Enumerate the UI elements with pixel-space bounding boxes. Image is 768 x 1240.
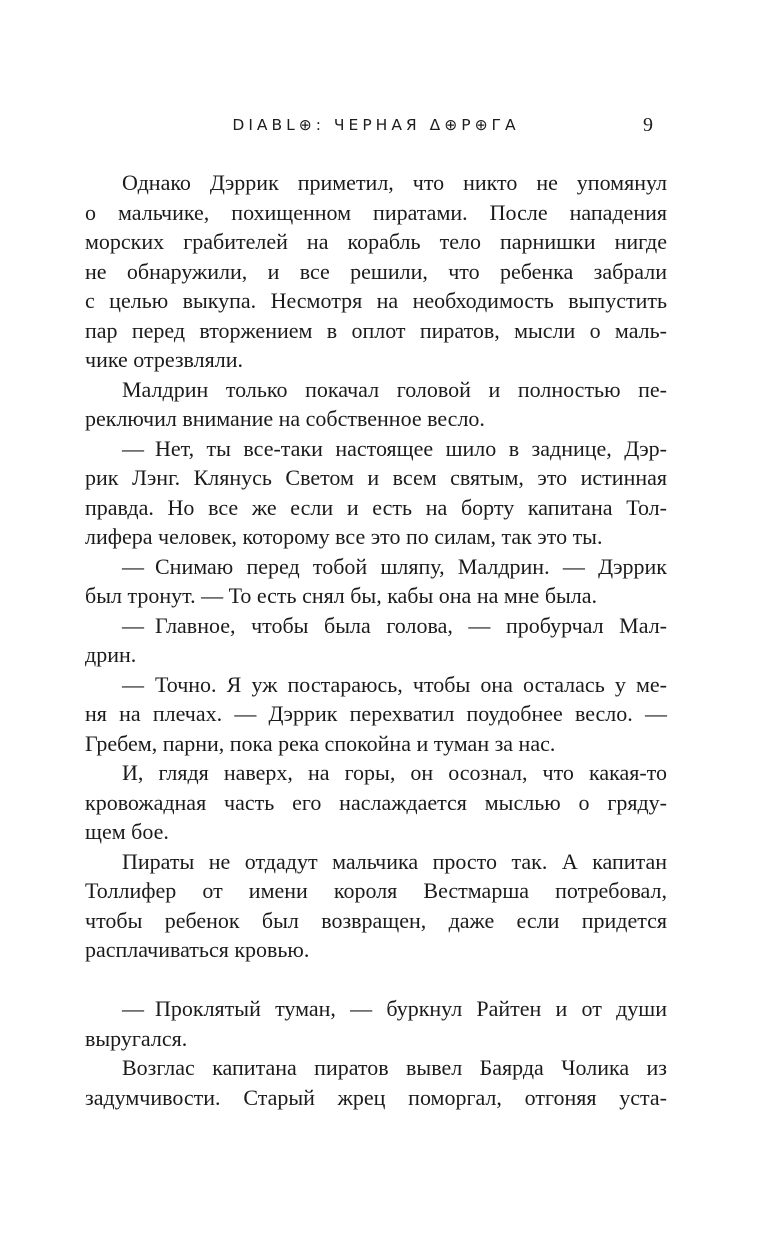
text-line: был тронут. — То есть снял бы, кабы она на мне была. <box>85 583 598 608</box>
text-line: пар перед вторжением в оплот пиратов, мысли о маль- <box>85 317 667 343</box>
text-line: — Проклятый туман, — буркнул Райтен и от души <box>122 996 667 1021</box>
text-line: Однако Дэррик приметил, что никто не упомянул <box>122 170 667 195</box>
text-line: задумчивости. Старый жрец поморгал, отгоняя уста- <box>85 1084 667 1110</box>
text-line: — Главное, чтобы была голова, — пробурчал Мал- <box>122 612 667 638</box>
page-number: 9 <box>643 114 653 136</box>
text-line: расплачиваться кровью. <box>85 937 310 962</box>
running-head-title: DIABL⊕: ЧЕРНАЯ Δ⊕Р⊕ГА <box>232 116 520 134</box>
text-line: кровожадная часть его наслаждается мыслью о гряду- <box>85 789 667 815</box>
paragraph <box>85 994 667 1053</box>
paragraph <box>85 434 667 552</box>
text-line: рик Лэнг. Клянусь Светом и всем святым, это истинная <box>85 465 667 490</box>
paragraph <box>85 375 667 434</box>
text-line: — Нет, ты все-таки настоящее шило в заднице, Дэр- <box>122 435 667 461</box>
paragraph <box>85 1053 667 1112</box>
text-line: Толлифер от имени короля Вестмарша потребовал, <box>85 878 667 903</box>
text-line: выругался. <box>85 1025 188 1051</box>
text-line: Гребем, парни, пока река спокойна и туман за нас. <box>85 730 556 756</box>
text-line: реключил внимание на собственное весло. <box>85 406 485 431</box>
paragraph <box>85 758 667 847</box>
paragraph <box>85 670 667 759</box>
page-body <box>85 168 667 1112</box>
paragraph <box>85 168 667 375</box>
text-line: морских грабителей на корабль тело парнишки нигде <box>85 229 667 254</box>
paragraph <box>85 847 667 965</box>
paragraph <box>85 611 667 670</box>
page-content <box>85 115 667 1112</box>
text-line: Малдрин только покачал головой и полностью пе- <box>122 376 667 402</box>
text-line: правда. Но все же если и есть на борту капитана Тол- <box>85 494 667 520</box>
text-line: ня на плечах. — Дэррик перехватил поудобнее весло. — <box>85 701 667 726</box>
text-line: чтобы ребенок был возвращен, даже если придется <box>85 907 667 933</box>
text-line: щем бое. <box>85 819 169 844</box>
text-line: Возглас капитана пиратов вывел Баярда Чолика из <box>122 1055 667 1080</box>
text-line: чике отрезвляли. <box>85 347 244 372</box>
text-line: о мальчике, похищенном пиратами. После нападения <box>85 199 667 225</box>
paragraph <box>85 552 667 611</box>
text-line: — Снимаю перед тобой шляпу, Малдрин. — Дэррик <box>122 553 667 579</box>
text-line: не обнаружили, и все решили, что ребенка забрали <box>85 258 667 284</box>
running-head <box>85 115 667 136</box>
text-line: И, глядя наверх, на горы, он осознал, что какая-то <box>122 760 667 785</box>
text-line: — Точно. Я уж постараюсь, чтобы она осталась у ме- <box>122 671 667 697</box>
text-line: Пираты не отдадут мальчика просто так. А капитан <box>122 848 667 874</box>
text-line: дрин. <box>85 642 137 667</box>
text-line: лифера человек, которому все это по силам, так это ты. <box>85 524 603 549</box>
text-line: с целью выкупа. Несмотря на необходимость выпустить <box>85 288 667 313</box>
